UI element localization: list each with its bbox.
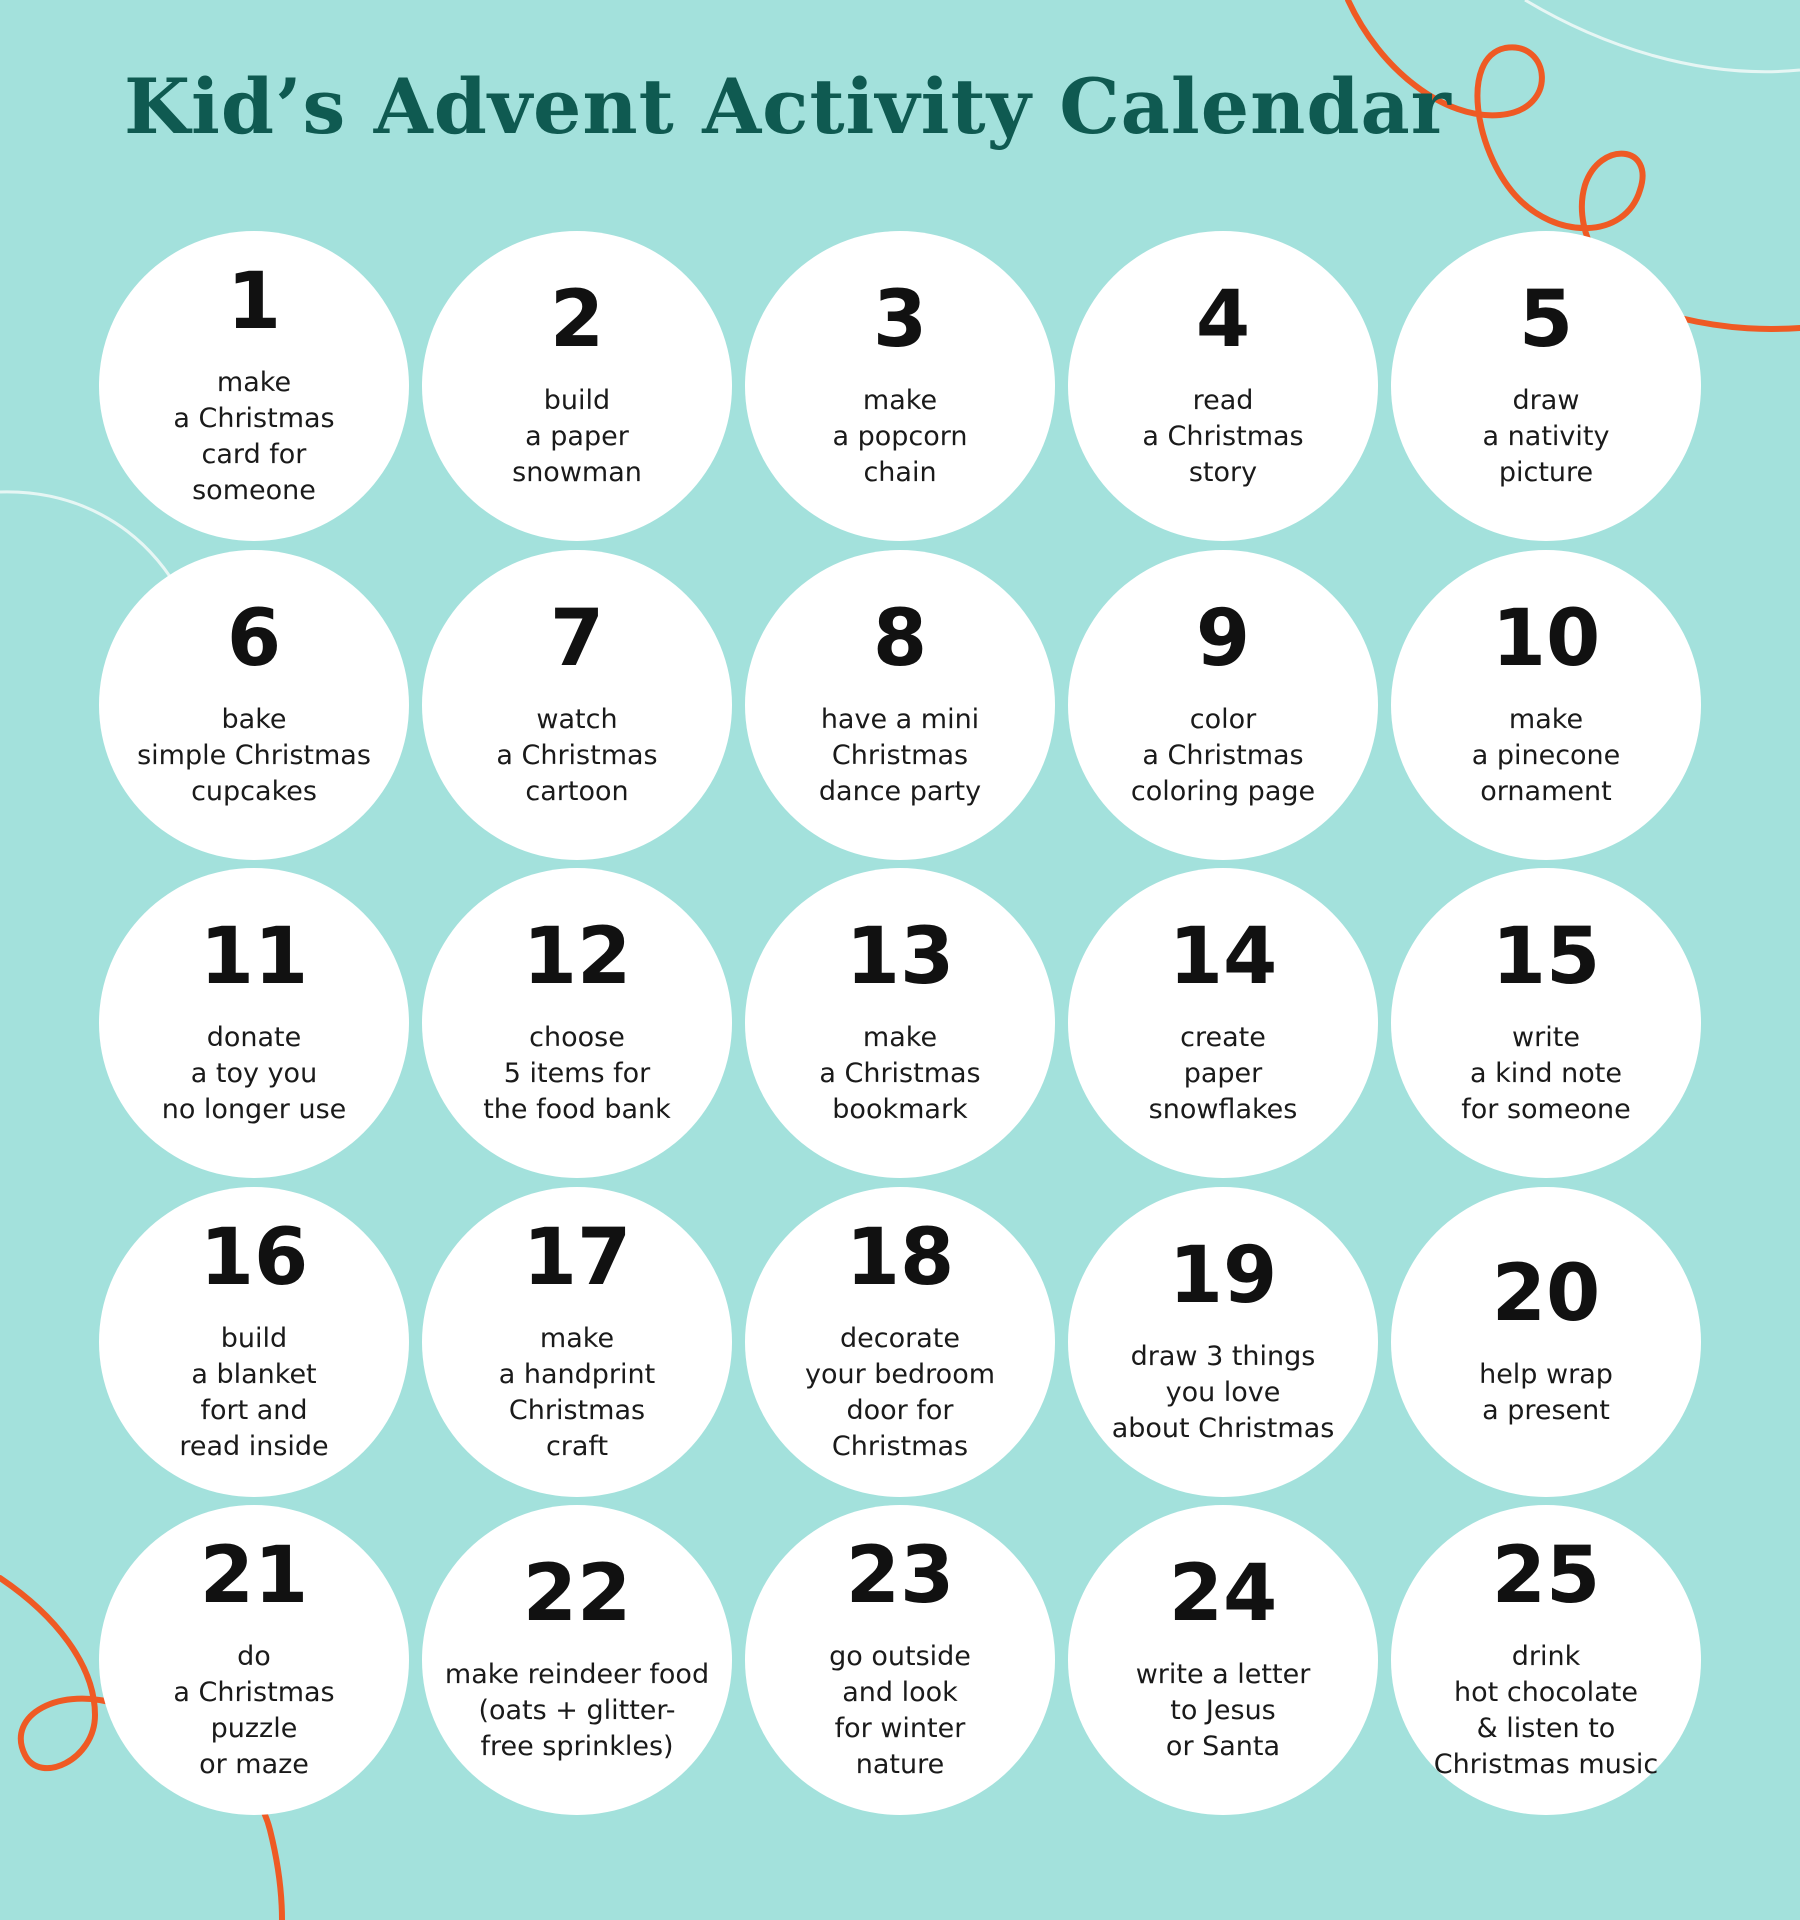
day-activity: choose 5 items for the food bank <box>483 1022 671 1125</box>
day-10-circle <box>1391 550 1701 860</box>
day-number: 4 <box>1195 275 1251 365</box>
day-20-circle <box>1391 1187 1701 1497</box>
day-number: 7 <box>549 594 605 684</box>
day-activity: build a blanket fort and read inside <box>179 1323 329 1462</box>
day-number: 15 <box>1491 912 1601 1002</box>
day-activity: read a Christmas story <box>1142 385 1304 488</box>
day-number: 8 <box>872 594 928 684</box>
day-activity: make a Christmas card for someone <box>173 367 335 506</box>
day-activity: go outside and look for winter nature <box>829 1641 971 1780</box>
day-11-circle <box>99 868 409 1178</box>
day-number: 16 <box>199 1213 309 1303</box>
day-15-circle <box>1391 868 1701 1178</box>
day-number: 6 <box>226 594 282 684</box>
day-4-circle <box>1068 231 1378 541</box>
day-activity: make a Christmas bookmark <box>819 1022 981 1125</box>
day-activity: color a Christmas coloring page <box>1130 704 1316 807</box>
day-number: 5 <box>1518 275 1574 365</box>
day-number: 13 <box>845 912 955 1002</box>
day-16-circle <box>99 1187 409 1497</box>
day-number: 24 <box>1168 1549 1278 1639</box>
day-24-circle <box>1068 1505 1378 1815</box>
day-number: 1 <box>226 257 282 347</box>
day-9-circle <box>1068 550 1378 860</box>
day-number: 22 <box>522 1549 632 1639</box>
day-number: 20 <box>1491 1249 1601 1339</box>
day-activity: bake simple Christmas cupcakes <box>137 704 371 807</box>
day-activity: have a mini Christmas dance party <box>818 704 982 807</box>
day-number: 14 <box>1168 912 1278 1002</box>
day-21-circle <box>99 1505 409 1815</box>
day-23-circle <box>745 1505 1055 1815</box>
thin-arc-top-right <box>1525 0 1800 72</box>
day-activity: make a popcorn chain <box>832 385 968 488</box>
thin-arc-left <box>0 492 182 596</box>
day-activity: write a kind note for someone <box>1461 1022 1631 1125</box>
day-7-circle <box>422 550 732 860</box>
day-number: 19 <box>1168 1231 1278 1321</box>
day-25-circle <box>1391 1505 1701 1815</box>
day-activity: help wrap a present <box>1479 1359 1613 1426</box>
day-activity: watch a Christmas cartoon <box>496 704 658 807</box>
day-number: 3 <box>872 275 928 365</box>
day-2-circle <box>422 231 732 541</box>
day-13-circle <box>745 868 1055 1178</box>
day-activity: write a letter to Jesus or Santa <box>1135 1659 1311 1762</box>
day-1-circle <box>99 231 409 541</box>
day-activity: make a handprint Christmas craft <box>498 1323 656 1462</box>
day-activity: donate a toy you no longer use <box>161 1022 347 1125</box>
day-14-circle <box>1068 868 1378 1178</box>
day-17-circle <box>422 1187 732 1497</box>
day-activity: drink hot chocolate & listen to Christmas music <box>1433 1641 1659 1780</box>
day-12-circle <box>422 868 732 1178</box>
day-number: 2 <box>549 275 605 365</box>
day-6-circle <box>99 550 409 860</box>
day-22-circle <box>422 1505 732 1815</box>
day-number: 21 <box>199 1531 309 1621</box>
day-number: 18 <box>845 1213 955 1303</box>
day-activity: build a paper snowman <box>512 385 642 488</box>
day-activity: make a pinecone ornament <box>1471 704 1621 807</box>
day-activity: make reindeer food (oats + glitter- free sprinkles) <box>444 1659 710 1762</box>
day-3-circle <box>745 231 1055 541</box>
day-19-circle <box>1068 1187 1378 1497</box>
day-activity: do a Christmas puzzle or maze <box>173 1641 335 1780</box>
day-activity: draw 3 things you love about Christmas <box>1111 1341 1335 1444</box>
day-number: 10 <box>1491 594 1601 684</box>
day-number: 17 <box>522 1213 632 1303</box>
day-number: 9 <box>1195 594 1251 684</box>
day-number: 25 <box>1491 1531 1601 1621</box>
day-8-circle <box>745 550 1055 860</box>
page-title: Kid’s Advent Activity Calendar <box>124 62 1452 151</box>
day-activity: draw a nativity picture <box>1482 385 1610 488</box>
day-18-circle <box>745 1187 1055 1497</box>
day-activity: create paper snowflakes <box>1148 1022 1298 1125</box>
day-number: 11 <box>199 912 309 1002</box>
day-activity: decorate your bedroom door for Christmas <box>804 1323 996 1462</box>
day-number: 12 <box>522 912 632 1002</box>
day-number: 23 <box>845 1531 955 1621</box>
day-5-circle <box>1391 231 1701 541</box>
